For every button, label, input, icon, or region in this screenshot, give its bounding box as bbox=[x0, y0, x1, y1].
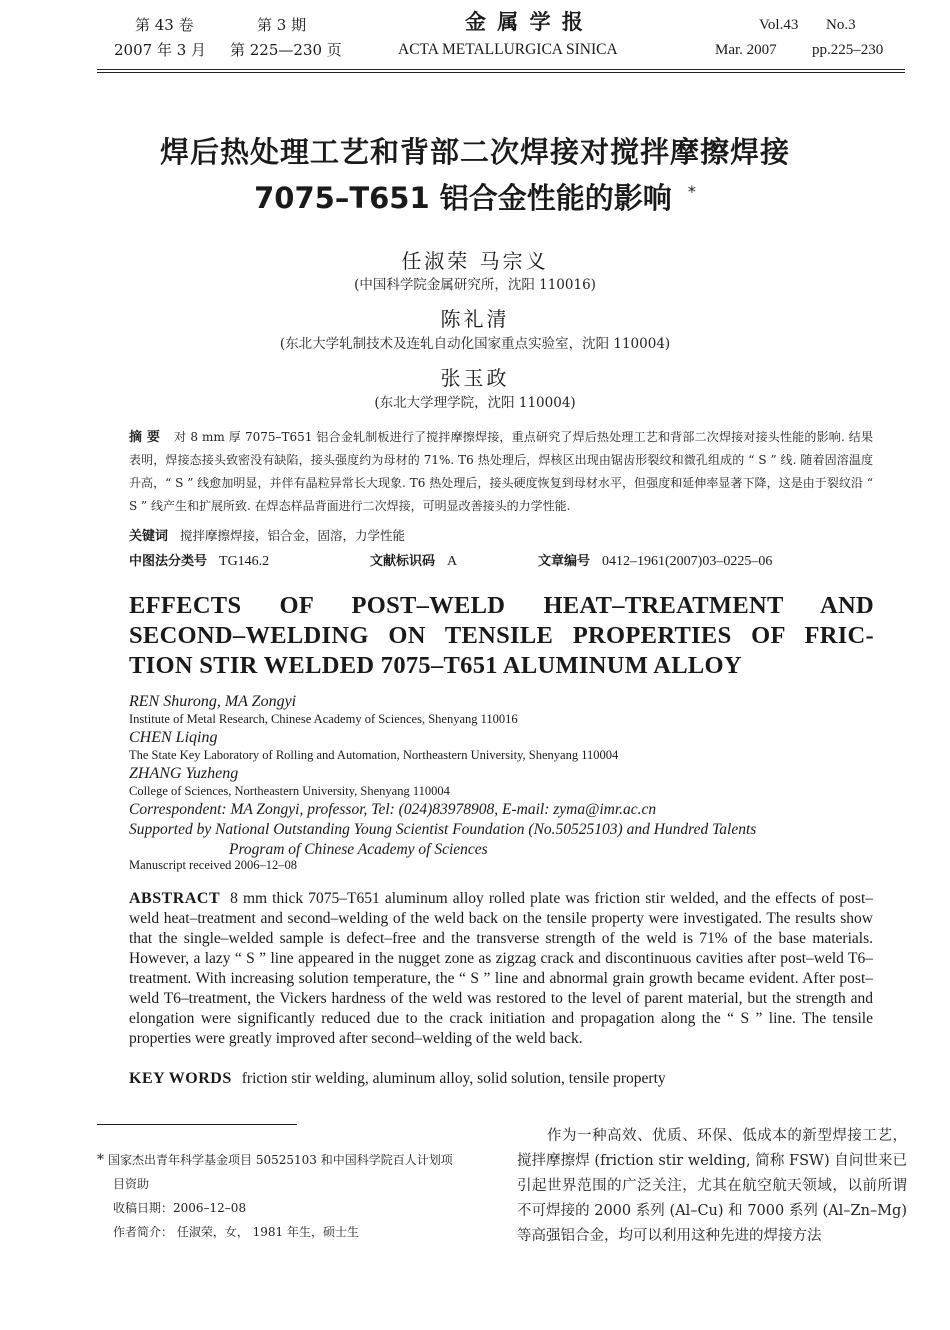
abstract-cn-label: 摘 要 bbox=[129, 430, 161, 445]
issue-cn: 第 3 期 bbox=[257, 16, 307, 34]
affiliation-cn-3: (东北大学理学院，沈阳 110004) bbox=[374, 395, 576, 411]
abstract-en-text: 8 mm thick 7075–T651 aluminum alloy rolled plate was friction stir welded, and the effects of post–weld heat–treatment and second–welding of the weld back on the tensile property were investigated. The results show that the single–welded sample is defect–free and the transverse strength of the weld is 71% of the base materials. However, a lazy “ S ” line appeared in the nugget zone as zigzag crack and discontinuous cavities after post–weld T6–treatment. With increasing solution temperature, the “ S ” line and abnormal grain growth became evident. After post–weld T6–treatment, the Vickers hardness of the weld was restored to the level of parent material, but the strength and elongation were significantly reduced due to the crack initiation and propagation along the “ S ” line. The tensile properties were greatly improved after second–welding of the weld back. bbox=[129, 890, 873, 1047]
authors-en-2: CHEN Liqing bbox=[129, 729, 218, 746]
title-en-line1: EFFECTS OF POST–WELD HEAT–TREATMENT AND bbox=[129, 592, 874, 619]
correspondent: Correspondent: MA Zongyi, professor, Tel: (024)83978908, E-mail: zyma@imr.ac.cn bbox=[129, 801, 657, 818]
title-cn-line2-text: 7075–T651 铝合金性能的影响 bbox=[254, 181, 672, 215]
date-cn: 2007 年 3 月 bbox=[114, 41, 207, 59]
authors-cn-2: 陈礼清 bbox=[440, 307, 510, 331]
pages-cn: 第 225—230 页 bbox=[230, 41, 342, 59]
journal-name-cn: 金 属 学 报 bbox=[465, 9, 585, 34]
issue-en: No.3 bbox=[826, 17, 856, 33]
abstract-cn-text: 对 8 mm 厚 7075–T651 铝合金轧制板进行了搅拌摩擦焊接，重点研究了焊后热处理工艺和背部二次焊接对接头性能的影响. 结果表明，焊接态接头致密没有缺陷，接头强度约为母材的 71%. T6 热处理后，焊核区出现由锯齿形裂纹和微孔组成的 “ S ” 线. 随着固溶温度升高，“ S ” 线愈加明显，并伴有晶粒异常长大现象. T6 热处理后，接头硬度恢复到母材水平，但强度和延伸率显著下降，这是由于裂纹沿 “ S ” 线产生和扩展所致. 在焊态样品背面进行二次焊接，可明显改善接头的力学性能. bbox=[129, 430, 873, 513]
affiliation-cn-2: (东北大学轧制技术及连轧自动化国家重点实验室，沈阳 110004) bbox=[279, 336, 671, 352]
article-number-label: 文章编号 bbox=[538, 554, 591, 569]
affiliation-cn-1: (中国科学院金属研究所，沈阳 110016) bbox=[354, 277, 596, 293]
volume-cn: 第 43 卷 bbox=[135, 16, 194, 34]
footnote-funding bbox=[97, 1148, 492, 1172]
article-number-value: 0412–1961(2007)03–0225–06 bbox=[602, 554, 773, 569]
footnote bbox=[97, 1148, 492, 1244]
title-en-line2: SECOND–WELDING ON TENSILE PROPERTIES OF FRIC- bbox=[129, 622, 874, 649]
doc-code-value: A bbox=[447, 554, 458, 569]
title-footnote-mark: * bbox=[687, 182, 696, 202]
volume-en: Vol.43 bbox=[759, 17, 799, 33]
affiliation-en-2: The State Key Laboratory of Rolling and Automation, Northeastern University, Shenyang 110004 bbox=[129, 748, 619, 762]
keywords-en-text: friction stir welding, aluminum alloy, solid solution, tensile property bbox=[241, 1070, 666, 1087]
footnote-bio: 作者简介： 任淑荣，女， 1981 年生，硕士生 bbox=[113, 1225, 359, 1239]
pages-en: pp.225–230 bbox=[812, 42, 884, 58]
affiliation-en-3: College of Sciences, Northeastern University, Shenyang 110004 bbox=[129, 784, 450, 798]
document-code bbox=[370, 550, 457, 570]
abstract-en bbox=[129, 889, 873, 1049]
keywords-cn-text: 搅拌摩擦焊接，铝合金，固溶，力学性能 bbox=[180, 528, 406, 543]
header-rule-top bbox=[97, 69, 905, 70]
support-line1: Supported by National Outstanding Young Scientist Foundation (No.50525103) and Hundred Talents bbox=[129, 821, 757, 838]
keywords-en-label: KEY WORDS bbox=[129, 1070, 232, 1087]
title-en bbox=[129, 591, 874, 681]
body-paragraph: 作为一种高效、优质、环保、低成本的新型焊接工艺，搅拌摩擦焊 (friction stir welding, 简称 FSW) 自问世来已引起世界范围的广泛关注，尤其在航空航天领域，以前所谓不可焊接的 2000 系列 (Al–Cu) 和 7000 系列 (Al–Zn–Mg) 等高强铝合金，均可以利用这种先进的焊接方法 bbox=[517, 1128, 907, 1244]
abstract-cn bbox=[129, 426, 873, 518]
journal-name-en: ACTA METALLURGICA SINICA bbox=[398, 41, 618, 58]
doc-code-label: 文献标识码 bbox=[370, 554, 436, 569]
footnote-funding-line2: 目资助 bbox=[113, 1177, 150, 1191]
footnote-mark: * bbox=[97, 1152, 104, 1168]
abstract-en-label: ABSTRACT bbox=[129, 890, 221, 907]
keywords-cn-label: 关键词 bbox=[129, 529, 169, 544]
footnote-rule bbox=[97, 1124, 297, 1125]
article-number bbox=[538, 550, 772, 570]
support-line2: Program of Chinese Academy of Sciences bbox=[229, 841, 488, 858]
footnote-funding-line1: 国家杰出青年科学基金项目 50525103 和中国科学院百人计划项 bbox=[108, 1153, 453, 1167]
keywords-en bbox=[129, 1069, 873, 1089]
authors-cn-1: 任淑荣 马宗义 bbox=[401, 249, 549, 273]
clc-value: TG146.2 bbox=[219, 554, 270, 569]
clc-label: 中图法分类号 bbox=[129, 554, 208, 569]
affiliation-en-1: Institute of Metal Research, Chinese Academy of Sciences, Shenyang 110016 bbox=[129, 712, 518, 726]
footnote-received: 收稿日期：2006–12–08 bbox=[113, 1201, 247, 1215]
authors-cn-3: 张玉政 bbox=[440, 366, 510, 390]
title-cn-line2 bbox=[0, 176, 950, 217]
header-rule-bottom bbox=[97, 72, 905, 73]
manuscript-received: Manuscript received 2006–12–08 bbox=[129, 858, 298, 872]
date-en: Mar. 2007 bbox=[715, 42, 777, 58]
title-cn-line1: 焊后热处理工艺和背部二次焊接对搅拌摩擦焊接 bbox=[159, 135, 790, 169]
authors-en-3: ZHANG Yuzheng bbox=[129, 765, 239, 782]
authors-en-1: REN Shurong, MA Zongyi bbox=[129, 693, 297, 710]
classification-code bbox=[129, 550, 269, 570]
title-en-line3: TION STIR WELDED 7075–T651 ALUMINUM ALLOY bbox=[129, 652, 742, 679]
keywords-cn bbox=[129, 525, 405, 544]
